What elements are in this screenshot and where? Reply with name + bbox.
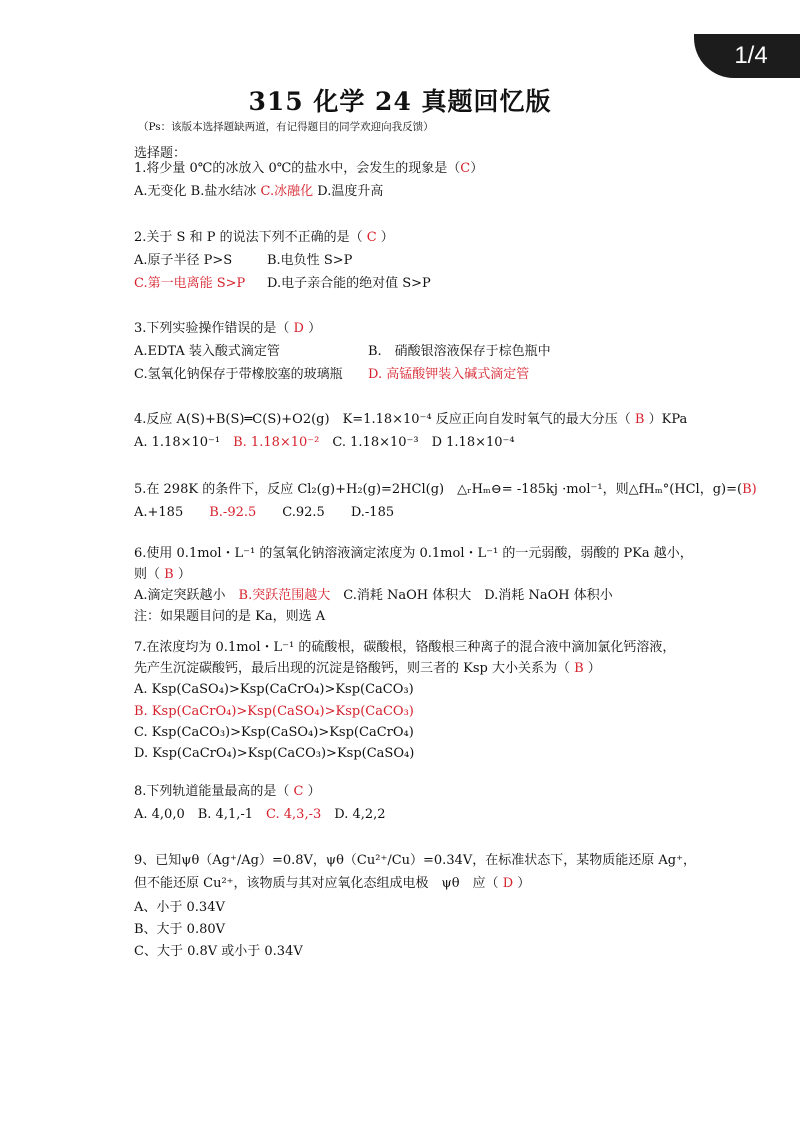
question-5-options: A.+185 B.-92.5 C.92.5 D.-185 <box>134 505 395 520</box>
question-7-option-b-answer: B. Ksp(CaCrO₄)>Ksp(CaSO₄)>Ksp(CaCO₃) <box>134 704 414 719</box>
document-note: （Ps：该版本选择题缺两道，有记得题目的同学欢迎向我反馈） <box>138 121 434 133</box>
section-label: 选择题： <box>134 146 187 161</box>
question-7-stem: 7.在浓度均为 0.1mol・L⁻¹ 的硫酸根，碳酸根，铬酸根三种离子的混合液中滴加氯化钙溶液， <box>134 640 676 655</box>
option-d: D.电子亲合能的绝对值 S>P <box>267 276 431 291</box>
question-7-option-c: C. Ksp(CaCO₃)>Ksp(CaSO₄)>Ksp(CaCrO₄) <box>134 725 414 740</box>
option-a: A.原子半径 P>S <box>134 253 233 268</box>
answer-5: B <box>742 482 752 497</box>
question-2-stem: 2.关于 S 和 P 的说法下列不正确的是（ C ） <box>134 230 394 245</box>
answer-7: B <box>574 661 584 676</box>
question-6-stem: 6.使用 0.1mol・L⁻¹ 的氢氧化钠溶液滴定浓度为 0.1mol・L⁻¹ 的一元弱酸，弱酸的 PKa 越小， <box>134 546 693 561</box>
question-9-stem: 9、已知ψθ（Ag⁺/Ag）=0.8V，ψθ（Cu²⁺/Cu）=0.34V，在标准状态下，某物质能还原 Ag⁺， <box>134 853 696 868</box>
question-9-stem-cont: 但不能还原 Cu²⁺，该物质与其对应氧化态组成电极 ψθ 应（ D ） <box>134 876 531 891</box>
question-3-stem: 3.下列实验操作错误的是（ D ） <box>134 321 322 336</box>
question-8-stem: 8.下列轨道能量最高的是（ C ） <box>134 784 321 799</box>
page-indicator: 1/4 <box>694 34 800 78</box>
question-1-stem: 1.将少量 0℃的冰放入 0℃的盐水中，会发生的现象是（C） <box>134 161 484 176</box>
question-5-stem: 5.在 298K 的条件下，反应 Cl₂(g)+H₂(g)=2HCl(g) △ᵣHₘ⊖= -185kj ·mol⁻¹，则△fHₘ°(HCl，g)=(B) <box>134 482 757 497</box>
question-7-stem-cont: 先产生沉淀碳酸钙，最后出现的沉淀是铬酸钙，则三者的 Ksp 大小关系为（ B ） <box>134 661 601 676</box>
option-c: C.氢氧化钠保存于带橡胶塞的玻璃瓶 <box>134 367 343 382</box>
question-6-note: 注：如果题目问的是 Ka，则选 A <box>134 609 326 624</box>
answer-1: C <box>460 161 471 176</box>
option-c-answer: C.第一电离能 S>P <box>134 276 246 291</box>
option-a: A.EDTA 装入酸式滴定管 <box>134 344 280 359</box>
option-b: B. 硝酸银溶液保存于棕色瓶中 <box>368 344 551 359</box>
option-b: B.电负性 S>P <box>267 253 353 268</box>
question-1-options: A.无变化 B.盐水结冰 C.冰融化 D.温度升高 <box>134 184 384 199</box>
question-6-options: A.滴定突跃越小 B.突跃范围越大 C.消耗 NaOH 体积大 D.消耗 NaOH 体积小 <box>134 588 613 603</box>
question-7-option-a: A. Ksp(CaSO₄)>Ksp(CaCrO₄)>Ksp(CaCO₃) <box>134 682 414 697</box>
question-9-option-a: A、小于 0.34V <box>134 900 225 915</box>
answer-8: C <box>293 784 304 799</box>
question-7-option-d: D. Ksp(CaCrO₄)>Ksp(CaCO₃)>Ksp(CaSO₄) <box>134 746 415 761</box>
question-4-stem: 4.反应 A(S)+B(S)═C(S)+O2(g) K=1.18×10⁻⁴ 反应正向自发时氧气的最大分压（ B ）KPa <box>134 412 688 427</box>
answer-6: B <box>164 567 174 582</box>
answer-4: B <box>634 412 645 427</box>
option-d-answer: D. 高锰酸钾装入碱式滴定管 <box>368 367 530 382</box>
question-6-stem-cont: 则（ B ） <box>134 567 191 582</box>
answer-2: C <box>366 230 377 245</box>
question-9-option-c: C、大于 0.8V 或小于 0.34V <box>134 944 303 959</box>
document-title: 315 化学 24 真题回忆版 <box>248 87 552 116</box>
answer-3: D <box>293 321 304 336</box>
answer-9: D <box>502 876 514 891</box>
question-9-option-b: B、大于 0.80V <box>134 922 226 937</box>
question-8-options: A. 4,0,0 B. 4,1,-1 C. 4,3,-3 D. 4,2,2 <box>134 807 386 822</box>
question-4-options: A. 1.18×10⁻¹ B. 1.18×10⁻² C. 1.18×10⁻³ D 1.18×10⁻⁴ <box>134 435 515 450</box>
